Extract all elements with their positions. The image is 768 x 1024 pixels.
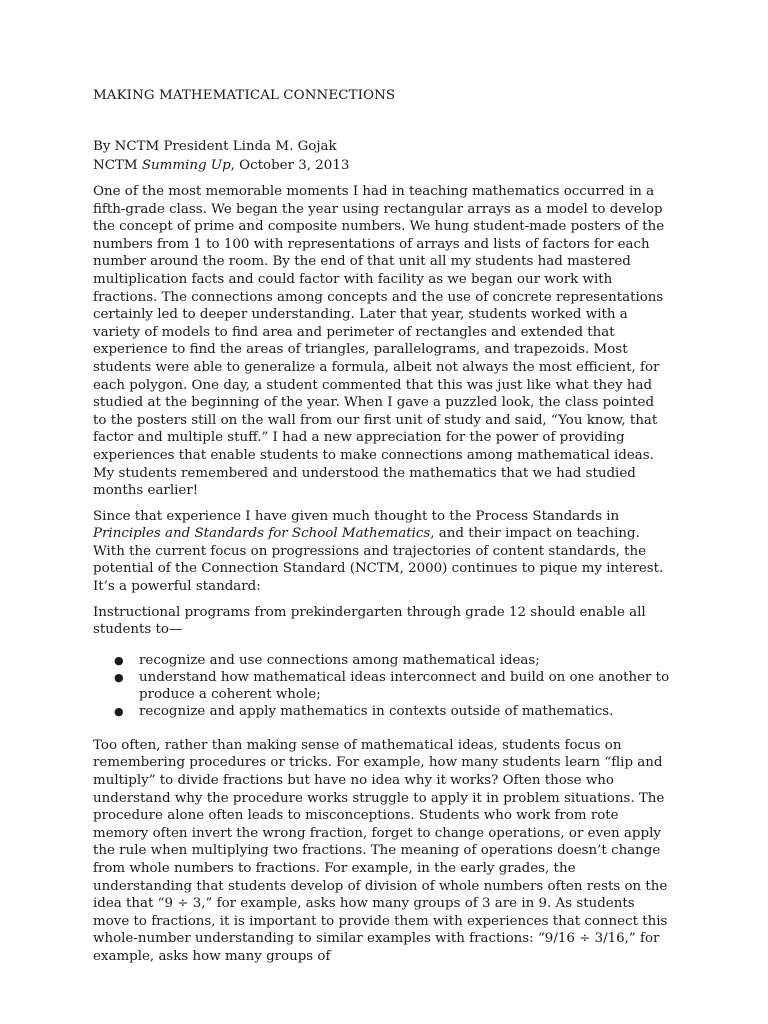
list-item: [93, 703, 671, 720]
bullet-icon: ●: [114, 670, 124, 684]
source-publication: Summing Up: [141, 158, 231, 173]
document-page: [93, 86, 671, 966]
paragraph-2-book-title: Principles and Standards for School Mathematics: [93, 526, 431, 542]
list-item: [93, 669, 671, 703]
list-item: [93, 652, 671, 669]
source-date: , October 3, 2013: [230, 158, 350, 173]
document-title: MAKING MATHEMATICAL CONNECTIONS: [93, 88, 396, 103]
list-item-text: recognize and use connections among mathematical ideas;: [139, 652, 540, 668]
paragraph-3: Instructional programs from prekindergarten through grade 12 should enable all students to—: [93, 604, 646, 638]
paragraph-1: One of the most memorable moments I had in teaching mathematics occurred in a fifth-grade class. We began the year using rectangular arrays as a model to develop the concept of prime and composite numbers. We hung student-made posters of the numbers from 1 to 100 with representations of arrays and lists of factors for each number around the room. By the end of that unit all my students had mastered multiplication facts and could factor with facility as we began our work with fractions. The connections among concepts and the use of concrete representations certainly led to deeper understanding. Later that year, students worked with a variety of models to find area and perimeter of rectangles and extended that experience to find the areas of triangles, parallelograms, and trapezoids. Most students were able to generalize a formula, albeit not always the most efficient, for each polygon. One day, a student commented that this was just like what they had studied at the beginning of the year. When I gave a puzzled look, the class pointed to the posters still on the wall from our first unit of study and said, “You know, that factor and multiple stuff.” I had a new appreciation for the power of providing experiences that enable students to make connections among mathematical ideas. My students remembered and understood the mathematics that we had studied months earlier!: [93, 184, 665, 499]
list-item-text: recognize and apply mathematics in contexts outside of mathematics.: [139, 703, 614, 719]
source-line: [93, 156, 671, 175]
paragraph-4: Too often, rather than making sense of mathematical ideas, students focus on remembering procedures or tricks. For example, how many students learn “flip and multiply” to divide fractions but have no idea why it works? Often those who understand why the procedure works struggle to apply it in problem situations. The procedure alone often leads to misconceptions. Students who work from rote memory often invert the wrong fraction, forget to change operations, or even apply the rule when multiplying two fractions. The meaning of operations doesn’t change from whole numbers to fractions. For example, in the early grades, the understanding that students develop of division of whole numbers often rests on the idea that “9 ÷ 3,” for example, asks how many groups of 3 are in 9. As students move to fractions, it is important to provide them with experiences that connect this whole-number understanding to similar examples with fractions: “9/16 ÷ 3/16,” for example, asks how many groups of: [93, 737, 668, 964]
paragraph-2-start: Since that experience I have given much thought to the Process Standards in: [93, 508, 620, 524]
source-prefix: NCTM: [93, 158, 142, 173]
byline: [93, 137, 671, 175]
paragraph-2: [93, 508, 671, 596]
bullet-icon: ●: [114, 653, 124, 667]
paragraph-2-end: , and their impact on teaching. With the current focus on progressions and trajectories of content standards, the potential of the Connection Standard (NCTM, 2000) continues to pique my interest. It’s a powerful standard:: [93, 526, 664, 595]
list-item-text: understand how mathematical ideas interconnect and build on one another to produce a coherent whole;: [139, 669, 670, 702]
bullet-icon: ●: [114, 704, 124, 718]
standards-list: [93, 652, 671, 720]
author-line: By NCTM President Linda M. Gojak: [93, 139, 337, 154]
